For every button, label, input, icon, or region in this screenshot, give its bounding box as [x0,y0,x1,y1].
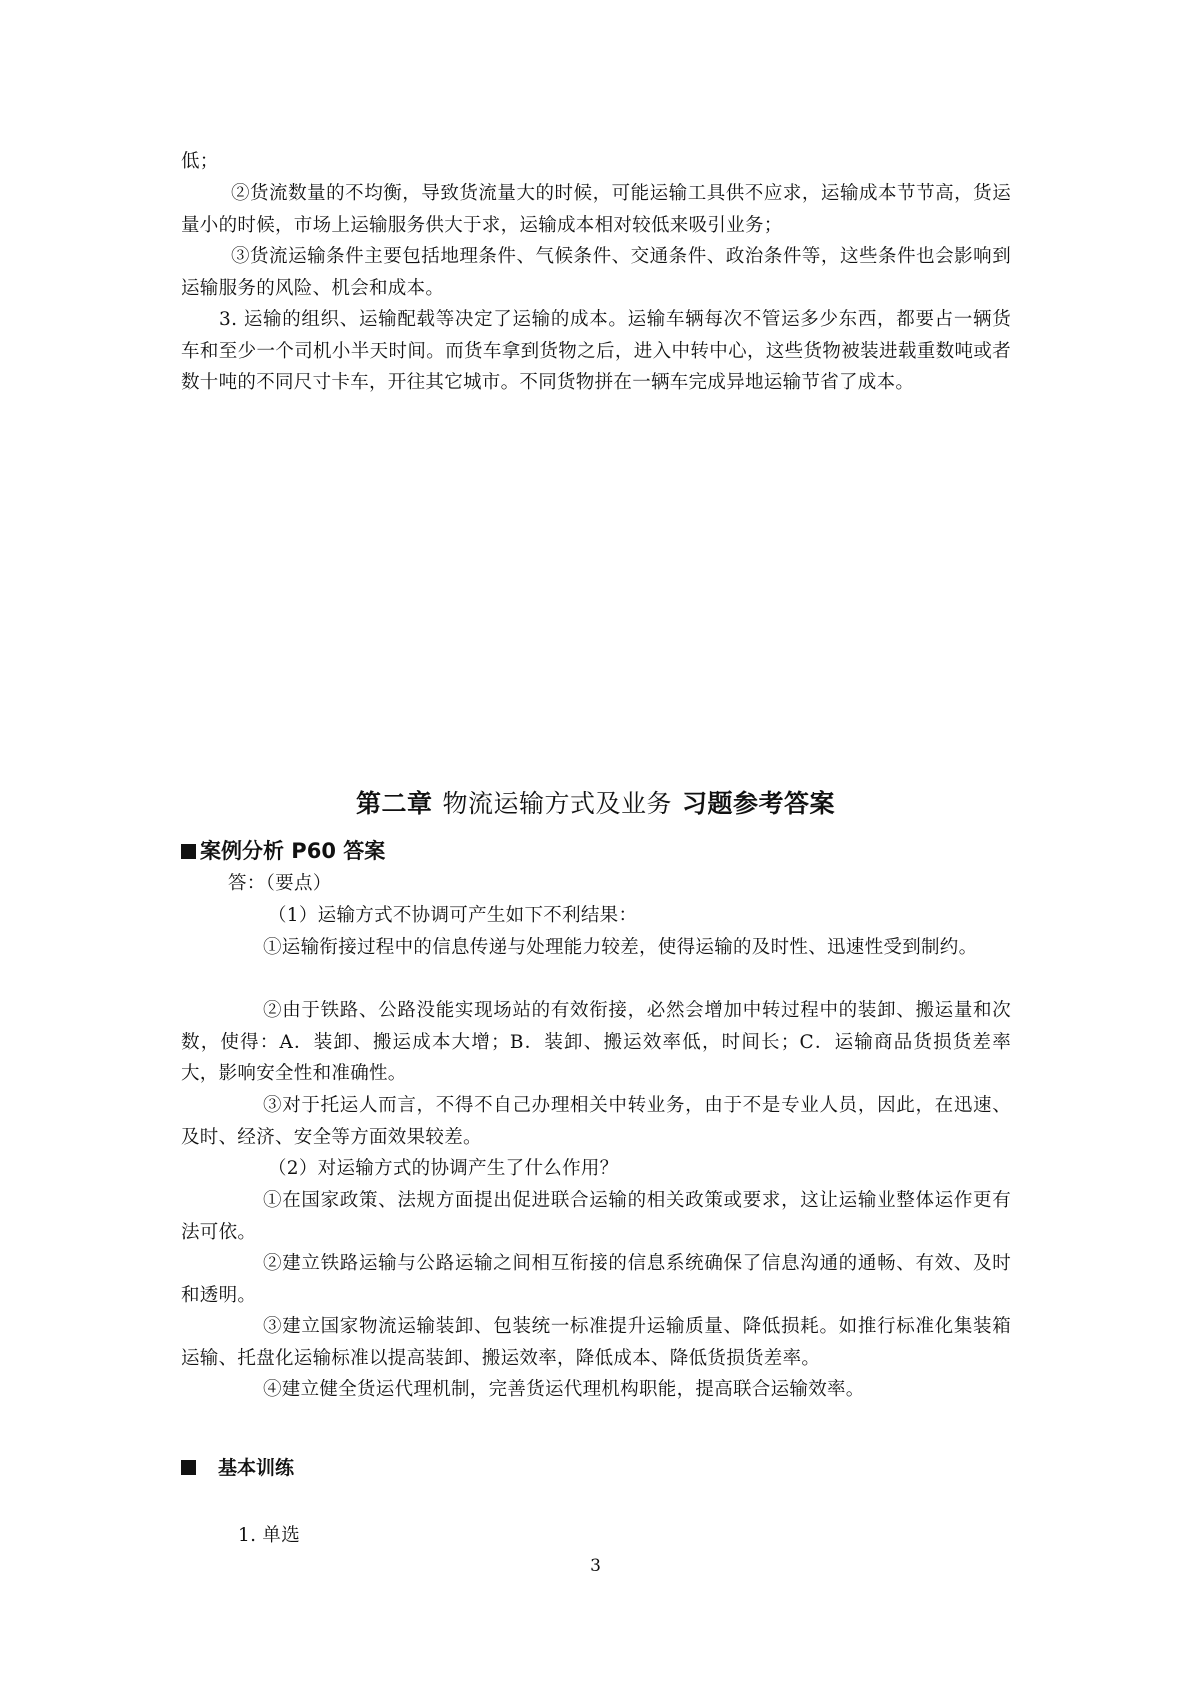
section-title: 案例分析 P60 答案 [200,839,386,863]
question-2: （2）对运输方式的协调产生了什么作用？ [268,1158,619,1179]
question-1: （1）运输方式不协调可产生如下不利结果： [268,905,638,926]
answer-2-item-4: ④建立健全货运代理机制，完善货运代理机构职能，提高联合运输效率。 [263,1379,865,1400]
chapter-title [0,784,1191,820]
answer-1-item-2: ②由于铁路、公路没能实现场站的有效衔接，必然会增加中转过程中的装卸、搬运量和次数，使得：A．装卸、搬运成本大增；B．装卸、搬运效率低，时间长；C．运输商品货损货差率大，影响安全性和准确性。 [181,1000,1011,1084]
answer-1-item-3: ③对于托运人而言，不得不自己办理相关中转业务，由于不是专业人员，因此，在迅速、及时、经济、安全等方面效果较差。 [181,1095,1011,1148]
paragraph-cont-low: 低； [181,151,219,172]
answer-1-item-1: ①运输衔接过程中的信息传递与处理能力较差，使得运输的及时性、迅速性受到制约。 [263,937,978,958]
chapter-number: 第二章 [355,789,433,818]
answer-label: 答：（要点） [228,873,332,894]
item-single-choice: 1. 单选 [238,1525,301,1546]
answer-2-item-1: ①在国家政策、法规方面提出促进联合运输的相关政策或要求，这让运输业整体运作更有法可依。 [181,1190,1011,1243]
chapter-suffix: 习题参考答案 [682,789,836,818]
black-square-icon [181,1460,196,1475]
section-title: 基本训练 [218,1457,295,1479]
paragraph-item-2: ②货流数量的不均衡，导致货流量大的时候，可能运输工具供不应求，运输成本节节高，货运量小的时候，市场上运输服务供大于求，运输成本相对较低来吸引业务； [181,183,1011,236]
paragraph-item-3: ③货流运输条件主要包括地理条件、气候条件、交通条件、政治条件等，这些条件也会影响到运输服务的风险、机会和成本。 [181,246,1011,299]
black-square-icon [181,844,196,859]
section-basic-training [181,1453,294,1480]
answer-2-item-3: ③建立国家物流运输装卸、包装统一标准提升运输质量、降低损耗。如推行标准化集装箱运输、托盘化运输标准以提高装卸、搬运效率，降低成本、降低货损货差率。 [181,1316,1011,1369]
answer-2-item-2: ②建立铁路运输与公路运输之间相互衔接的信息系统确保了信息沟通的通畅、有效、及时和透明。 [181,1253,1011,1306]
paragraph-point-3: 3. 运输的组织、运输配载等决定了运输的成本。运输车辆每次不管运多少东西，都要占一辆货车和至少一个司机小半天时间。而货车拿到货物之后，进入中转中心，这些货物被装进载重数吨或者数十吨的不同尺寸卡车，开往其它城市。不同货物拼在一辆车完成异地运输节省了成本。 [181,309,1011,393]
section-case-analysis [181,835,385,865]
chapter-name: 物流运输方式及业务 [442,789,672,818]
page-number: 3 [590,1556,601,1576]
